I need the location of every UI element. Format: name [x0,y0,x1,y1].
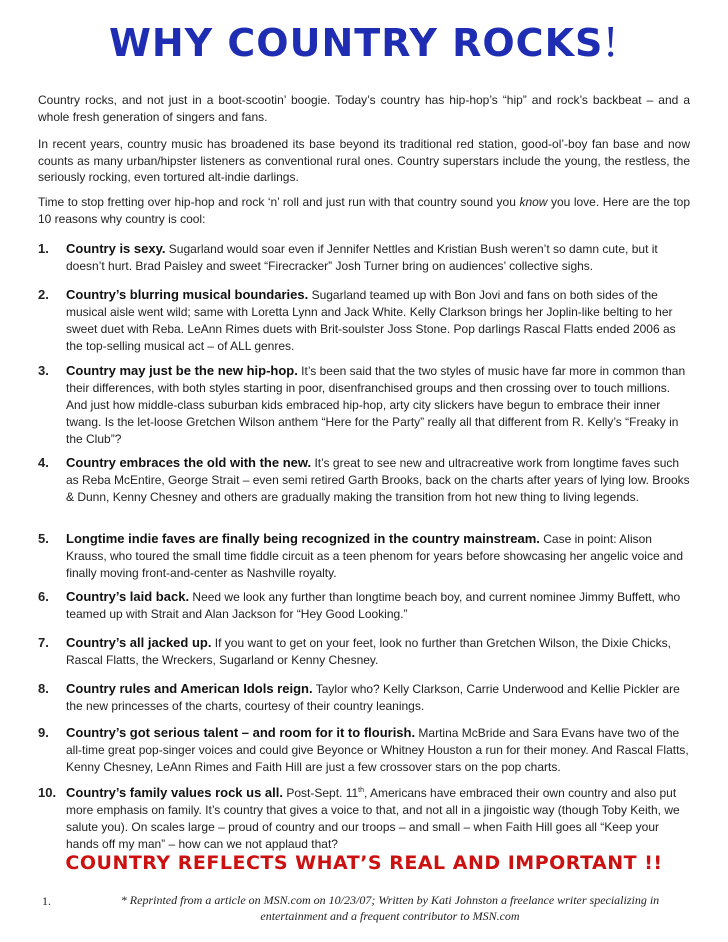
list-item-heading: Country’s all jacked up. [66,635,212,650]
list-item-heading: Country’s family values rock us all. [66,785,283,800]
list-item-heading: Country’s blurring musical boundaries. [66,287,309,302]
list-item-text: Need we look any further than longtime beach boy, and current nominee Jimmy Buffett, who teamed up with Strait and Alan Jackson for “Hey Good Looking.” [66,590,681,621]
list-item-5 [38,530,690,582]
list-item-text: It’s been said that the two styles of music have far more in common than their differences, with both styles starting in poor, disenfranchised groups and then crossing over to touch millions. And just how middle-class suburban kids embraced hip-hop, arty city slickers have begun to embrace their inner twang. Is the let-loose Gretchen Wilson anthem “Here for the Party” really all that different from R. Kelly’s “Freaky in the Club”? [66,364,686,446]
list-item-number: 6. [38,589,49,604]
list-item-text: Taylor who? Kelly Clarkson, Carrie Underwood and Kellie Pickler are the new princesses of the charts, courtesy of their country leanings. [66,682,680,713]
intro-paragraph-3-end: you love. Here are the top 10 reasons why country is cool: [38,195,691,226]
list-item-4 [38,454,690,506]
intro-paragraph-2: In recent years, country music has broadened its base beyond its traditional red station, good-ol’-boy fan base and now counts as many urban/hipster listeners as conventional rural ones. Country superstars include the young, the restless, the seriously rocking, even tortured alt-indie darlings. [38,137,690,184]
footnote-text: * Reprinted from a article on MSN.com on 10/23/07; Written by Kati Johnston a freelance writer specializing in entertainment and a frequent contributor to MSN.com [120,893,660,923]
list-item-text: If you want to get on your feet, look no further than Gretchen Wilson, the Dixie Chicks, Rascal Flatts, the Wreckers, Sugarland or Kenny Chesney. [66,636,672,667]
page-title [0,18,728,67]
list-item-text: , Americans have embraced their own country and also put more emphasis on family. It’s country that gives a voice to that, and not all in a jingoistic way (though Toby Keith, we salute you). On scales large – proud of country and our troops – and small – when Faith Hill goes all “Keep your hands off my man” – how can we not applaud that? [66,786,680,851]
list-item-text-start: Post-Sept. 11 [283,786,359,800]
closing-banner: COUNTRY REFLECTS WHAT’S REAL AND IMPORTANT !! [65,852,663,874]
list-item-text: Sugarland teamed up with Bon Jovi and fans on both sides of the musical aisle went wild; same with Loretta Lynn and Jack White. Kelly Clarkson brings her Joplin-like belting to her sweet duet with Reba. LeAnn Rimes duets with Brit-soulster Joss Stone. Pop darlings Rascal Flatts ended 2006 as the top-selling musical act – of ALL genres. [66,288,676,353]
intro-paragraph-3-start: Time to stop fretting over hip-hop and rock ‘n’ roll and just run with that country sound you [38,195,520,209]
intro-paragraph-1: Country rocks, and not just in a boot-scootin’ boogie. Today’s country has hip-hop’s “hip” and rock’s backbeat – and a whole fresh generation of singers and fans. [38,93,690,124]
list-item-number: 9. [38,725,49,740]
list-item-heading: Longtime indie faves are finally being recognized in the country mainstream. [66,531,540,546]
list-item-number: 3. [38,363,49,378]
list-item-heading: Country’s got serious talent – and room for it to flourish. [66,725,416,740]
intro-paragraph-3 [38,194,690,227]
list-item-heading: Country may just be the new hip-hop. [66,363,298,378]
list-item-1 [38,240,690,275]
list-item-heading: Country rules and American Idols reign. [66,681,313,696]
intro-paragraph-3-emphasis: know [519,195,548,209]
list-item-text: It’s great to see new and ultracreative work from longtime faves such as Reba McEntire, George Strait – even semi retired Garth Brooks, back on the charts after years of lying low. Brooks & Dunn, Kenny Chesney and others are gradually making the transition from hot new thing to living legends. [66,456,690,504]
footnote-number: 1. [42,894,51,908]
list-item-text: Martina McBride and Sara Evans have two of the all-time great pop-singer voices and could give Beyonce or Whitney Houston a run for their money. And Rascal Flatts, Kenny Chesney, LeAnn Rimes and Faith Hill are just a few crossover stars on the pop charts. [66,726,689,774]
list-item-10 [38,784,690,853]
list-item-heading: Country embraces the old with the new. [66,455,312,470]
list-item-heading: Country’s laid back. [66,589,190,604]
page-title-text: WHY COUNTRY ROCKS [108,21,604,65]
list-item-number: 10. [38,785,57,800]
list-item-number: 5. [38,531,49,546]
list-item-text: Sugarland would soar even if Jennifer Nettles and Kristian Bush weren’t so damn cute, but it doesn’t hurt. Brad Paisley and sweet “Firecracker” Josh Turner bring on audiences’ collective sighs. [66,242,658,273]
list-item-9 [38,724,690,776]
list-item-6 [38,588,690,623]
list-item-number: 4. [38,455,49,470]
list-item-2 [38,286,690,355]
list-item-number: 8. [38,681,49,696]
list-item-8 [38,680,690,715]
list-item-heading: Country is sexy. [66,241,166,256]
list-item-number: 2. [38,287,49,302]
list-item-number: 1. [38,241,49,256]
superscript: th [358,787,364,794]
list-item-7 [38,634,690,669]
list-item-number: 7. [38,635,49,650]
page-title-exclamation: ! [603,17,620,66]
list-item-text: Case in point: Alison Krauss, who toured the small time fiddle circuit as a teen phenom for years before showcasing her angelic voice and finally moving front-and-center as Nashville royalty. [66,532,683,580]
list-item-3 [38,362,690,448]
